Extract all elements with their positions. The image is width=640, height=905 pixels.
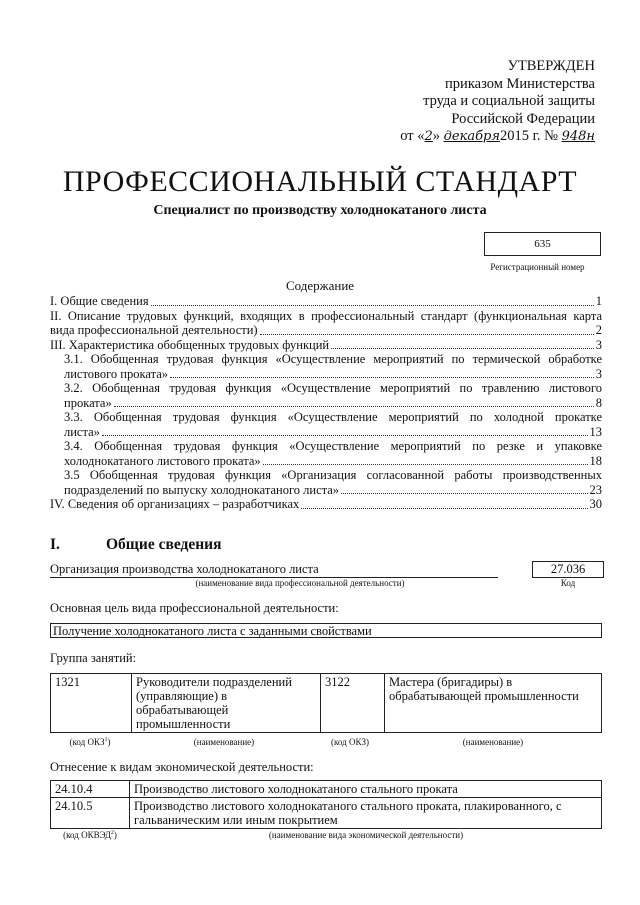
registration-number-box: 635 — [484, 232, 601, 256]
toc-heading: Содержание — [285, 278, 355, 293]
approval-country: Российской Федерации — [451, 110, 595, 127]
okz-code-cell: 3122 — [321, 674, 385, 733]
okz-name-caption: (наименование) — [193, 737, 255, 747]
okved-code-cell: 24.10.4 — [51, 781, 130, 798]
okz-code-caption-2: (код ОКЗ) — [331, 737, 369, 747]
table-row — [51, 674, 602, 733]
approval-month: декабря — [443, 129, 500, 144]
approval-block — [345, 58, 595, 146]
approval-year: 2015 г. № — [499, 128, 558, 144]
okz-name-cell: Руководители подразделений (управляющие) в обрабатывающей промышленности — [132, 674, 321, 733]
approval-date-prefix: от « — [400, 128, 425, 144]
approval-day: 2 — [424, 129, 433, 144]
okved-name-cell: Производство листового холоднокатаного стального проката, плакированного, с гальваническим или иным покрытием — [130, 798, 602, 829]
okz-code-caption: (код ОКЗ$^1$) — [69, 737, 111, 747]
approval-number: 948н — [561, 129, 595, 144]
okz-code-cell: 1321 — [51, 674, 132, 733]
document-title: ПРОФЕССИОНАЛЬНЫЙ СТАНДАРТ — [62, 165, 578, 198]
activity-name: Организация производства холоднокатаного листа — [50, 562, 498, 578]
activity-code: 27.036 — [532, 561, 604, 578]
approval-date-mid: » — [432, 128, 444, 144]
approval-by: приказом Министерства — [445, 75, 595, 92]
occupation-group-table — [50, 673, 602, 733]
toc-item[interactable]: 3.3. Обобщенная трудовая функция «Осуществление мероприятий по холодной прокатке листа» 13 — [64, 410, 602, 439]
table-row — [51, 798, 602, 829]
approval-ministry: труда и социальной защиты — [423, 93, 595, 109]
section-title: Общие сведения — [106, 536, 222, 553]
econ-label: Отнесение к видам экономической деятельности: — [50, 760, 314, 774]
toc-item[interactable]: 3.5 Обобщенная трудовая функция «Организация согласованной работы производственных подразделений по выпуску холоднокатаного листа» 23 — [64, 468, 602, 497]
okved-code-caption: (код ОКВЭД$^2$) — [63, 830, 117, 840]
goal-value: Получение холоднокатаного листа с заданными свойствами — [50, 623, 602, 638]
document-subtitle: Специалист по производству холоднокатаного листа — [153, 203, 487, 218]
okved-name-caption: (наименование вида экономической деятельности) — [268, 830, 464, 840]
approval-status: УТВЕРЖДЕН — [507, 58, 595, 74]
toc-item[interactable]: 3.2. Обобщенная трудовая функция «Осуществление мероприятий по травлению листового проката» 8 — [64, 381, 602, 410]
okz-name-caption-2: (наименование) — [462, 737, 524, 747]
toc-item[interactable]: 3.1. Обобщенная трудовая функция «Осуществление мероприятий по термической обработке листового проката» 3 — [64, 352, 602, 381]
okved-name-cell: Производство листового холоднокатаного стального проката — [130, 781, 602, 798]
activity-caption: (наименование вида профессиональной деятельности) — [195, 578, 405, 588]
approval-date-line — [345, 128, 595, 146]
activity-code-caption: Код — [560, 578, 576, 588]
registration-number-label: Регистрационный номер — [490, 262, 585, 272]
section-heading — [50, 536, 221, 554]
toc-item[interactable]: IV. Сведения об организациях – разработчиках 30 — [50, 497, 602, 511]
okz-name-cell: Мастера (бригадиры) в обрабатывающей промышленности — [385, 674, 602, 733]
okved-code-cell: 24.10.5 — [51, 798, 130, 829]
economic-activity-table — [50, 780, 602, 829]
toc-item[interactable]: II. Описание трудовых функций, входящих в профессиональный стандарт (функциональная карта вида профессиональной деятельности) 2 — [50, 308, 602, 337]
group-label: Группа занятий: — [50, 651, 137, 665]
toc-item[interactable]: I. Общие сведения 1 — [50, 294, 602, 308]
table-row — [51, 781, 602, 798]
section-number: I. — [50, 536, 60, 553]
goal-label: Основная цель вида профессиональной деятельности: — [50, 601, 339, 615]
toc-item[interactable]: III. Характеристика обобщенных трудовых функций 3 — [50, 337, 602, 352]
toc-item[interactable]: 3.4. Обобщенная трудовая функция «Осуществление мероприятий по резке и упаковке холоднокатаного листового проката» 18 — [64, 439, 602, 468]
table-of-contents — [50, 294, 602, 512]
